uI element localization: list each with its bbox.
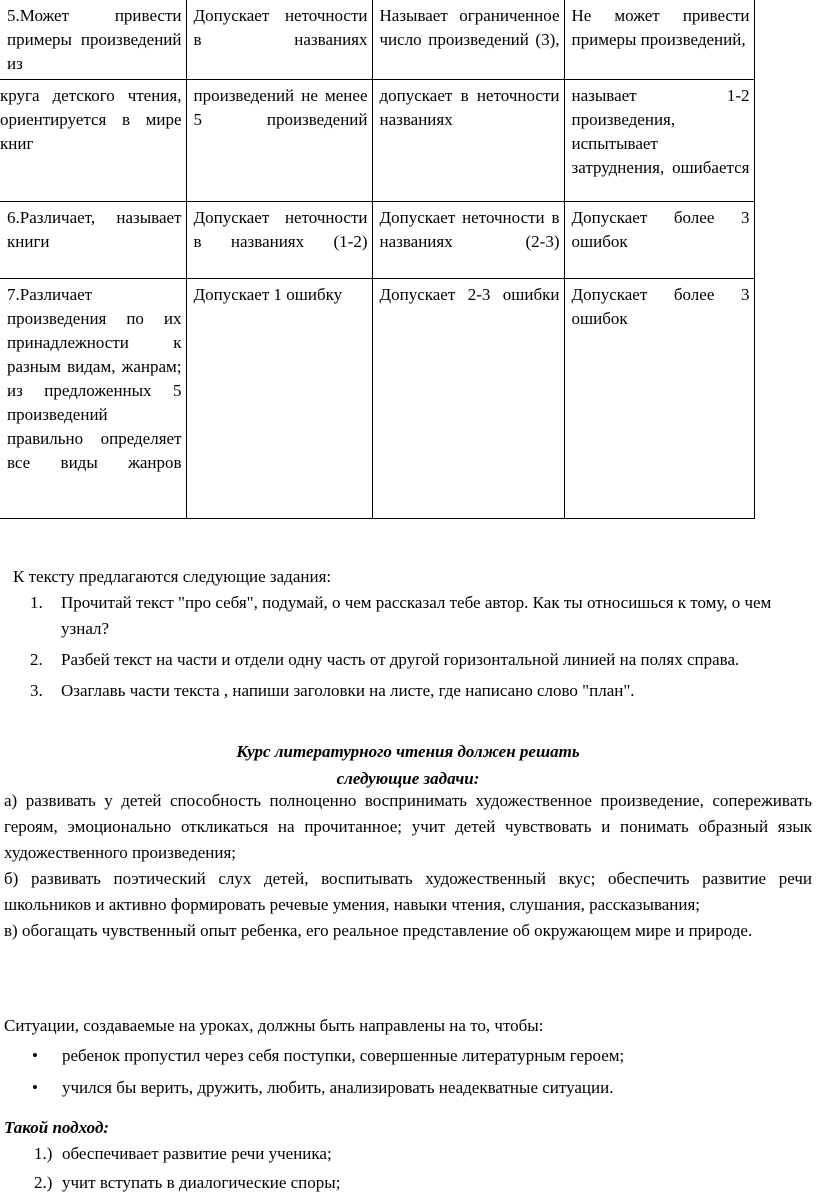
- approach-title: Такой подход:: [4, 1118, 110, 1137]
- table-cell: 5.Может привести примеры произведений из: [0, 0, 186, 80]
- list-number: 1.): [34, 1144, 53, 1163]
- situations-list: [4, 1040, 812, 1104]
- goals-section: [4, 788, 812, 944]
- table-cell: круга детского чтения, ориентируется в мире книг: [0, 80, 186, 202]
- table-cell: 7.Различает произведения по их принадлежности к разным видам, жанрам; из предложенных 5 произведений правильно определяет все виды жанров: [0, 279, 186, 519]
- table-cell: называет 1-2 произведения, испытывает затруднения, ошибается: [564, 80, 754, 202]
- tasks-section: [0, 563, 816, 709]
- list-text: Озаглавь части текста , напиши заголовки на листе, где написано слово "план".: [61, 681, 635, 700]
- goal-paragraph: в) обогащать чувственный опыт ребенка, его реальное представление об окружающем мире и природе.: [4, 921, 753, 940]
- approach-list: [4, 1141, 812, 1196]
- table-row: [0, 0, 754, 80]
- list-number: 2.): [34, 1173, 53, 1192]
- list-text: обеспечивает развитие речи ученика;: [62, 1144, 332, 1163]
- table-row: [0, 279, 754, 519]
- tasks-intro: К тексту предлагаются следующие задания:: [13, 567, 332, 586]
- table-cell: Допускает 2-3 ошибки: [372, 279, 564, 519]
- table-cell: допускает в неточности названиях: [372, 80, 564, 202]
- heading-line: следующие задачи:: [336, 769, 480, 788]
- list-text: Прочитай текст "про себя", подумай, о чем рассказал тебе автор. Как ты относишься к тому, о чем узнал?: [61, 593, 772, 638]
- table-cell: Допускает неточности в названиях (1-2): [186, 202, 372, 279]
- table-row: [0, 80, 754, 202]
- goal-paragraph: б) развивать поэтический слух детей, воспитывать художественный вкус; обеспечить развитие речи школьников и активно формировать речевые умения, навыки чтения, слушания, рассказывания;: [4, 869, 812, 914]
- bullet-icon: •: [32, 1046, 38, 1065]
- bullet-icon: •: [32, 1078, 38, 1097]
- situations-section: [4, 1012, 812, 1104]
- tasks-list: [0, 590, 816, 704]
- table-cell: Не может привести примеры произведений,: [564, 0, 754, 80]
- list-item: [4, 1141, 812, 1167]
- approach-section: [4, 1115, 812, 1199]
- heading-line: Курс литературного чтения должен решать: [236, 742, 580, 761]
- goal-paragraph: а) развивать у детей способность полноценно воспринимать художественное произведение, сопереживать героям, эмоционально откликаться на прочитанное; учит детей чувствовать и понимать образный язык художественного произведения;: [4, 791, 812, 862]
- table-row: [0, 202, 754, 279]
- situations-intro: Ситуации, создаваемые на уроках, должны быть направлены на то, чтобы:: [4, 1016, 544, 1035]
- table-cell: Допускает более 3 ошибок: [564, 202, 754, 279]
- table-cell: Допускает неточности в названиях: [186, 0, 372, 80]
- list-item: [4, 1072, 812, 1104]
- list-text: ребенок пропустил через себя поступки, совершенные литературным героем;: [62, 1046, 625, 1065]
- list-number: 2.: [30, 650, 43, 669]
- table-cell: 6.Различает, называет книги: [0, 202, 186, 279]
- section-heading: [0, 738, 816, 792]
- criteria-table: [0, 0, 755, 519]
- table-cell: Допускает более 3 ошибок: [564, 279, 754, 519]
- table-cell: произведений не менее 5 произведений: [186, 80, 372, 202]
- table-cell: Допускает 1 ошибку: [186, 279, 372, 519]
- list-item: [4, 1170, 812, 1196]
- list-number: 1.: [30, 593, 43, 612]
- table-cell: Допускает неточности в названиях (2-3): [372, 202, 564, 279]
- list-text: учился бы верить, дружить, любить, анализировать неадекватные ситуации.: [62, 1078, 614, 1097]
- table-cell: Называет ограниченное число произведений (3),: [372, 0, 564, 80]
- list-item: [4, 1040, 812, 1072]
- list-item: [0, 590, 816, 642]
- list-item: [0, 647, 816, 673]
- list-item: [0, 678, 816, 704]
- list-text: Разбей текст на части и отдели одну часть от другой горизонтальной линией на полях справа.: [61, 650, 740, 669]
- list-text: учит вступать в диалогические споры;: [62, 1173, 341, 1192]
- list-number: 3.: [30, 681, 43, 700]
